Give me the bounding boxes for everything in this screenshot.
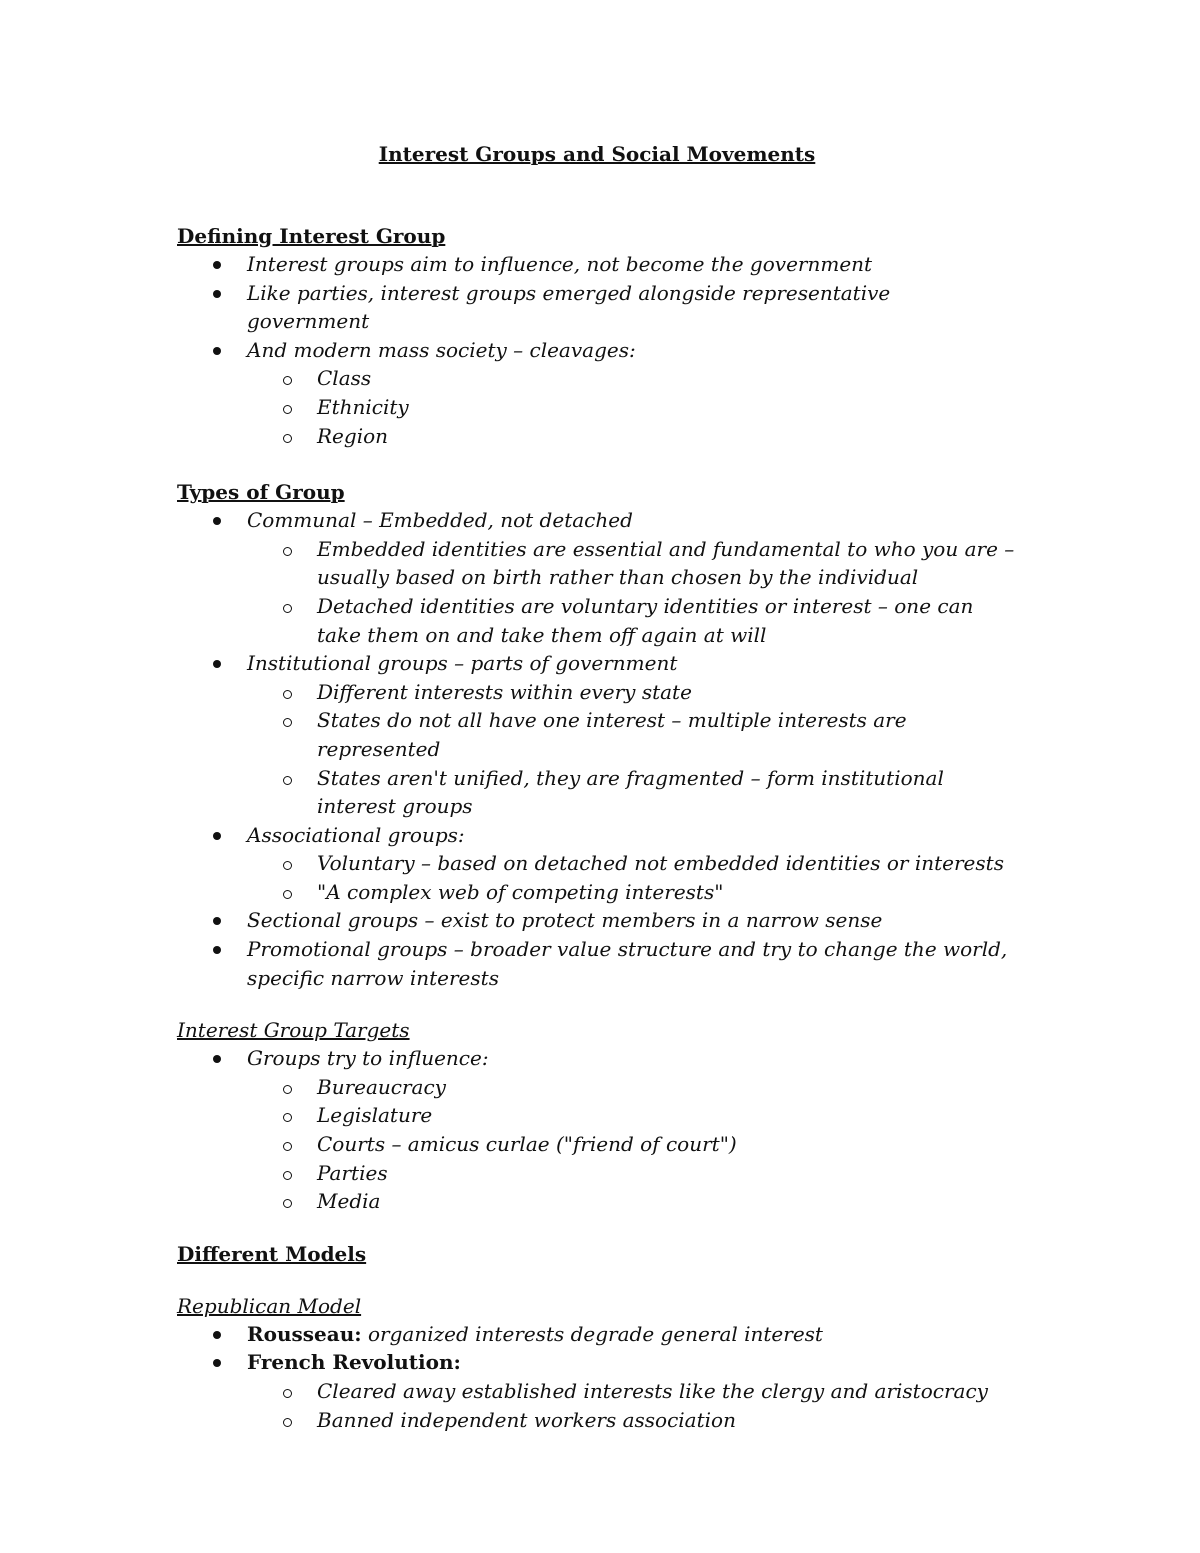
list-item: Legislature [247, 1101, 1017, 1130]
list-item: Communal – Embedded, not detached Embedded identities are essential and fundamental to who you are – usually based on birth rather than chosen by the individual Detached identities are voluntary identities or interest – one can take them on and take them off again at will [177, 506, 1017, 649]
circle-bullet-icon [283, 1142, 292, 1151]
circle-bullet-icon [283, 1418, 292, 1427]
bullet-icon [213, 946, 221, 954]
circle-bullet-icon [283, 405, 292, 414]
bullet-icon [213, 517, 221, 525]
list-item: And modern mass society – cleavages: Class Ethnicity Region [177, 336, 1017, 450]
circle-bullet-icon [283, 690, 292, 699]
heading-defining-interest-group: Defining Interest Group [177, 224, 446, 248]
types-list [177, 506, 1017, 992]
list-item: Interest groups aim to influence, not become the government [177, 250, 1017, 279]
bullet-icon [213, 1055, 221, 1063]
circle-bullet-icon [283, 1171, 292, 1180]
list-item: Ethnicity [247, 393, 1017, 422]
document-page [177, 140, 1017, 1434]
heading-types-of-group: Types of Group [177, 480, 345, 505]
bullet-icon [213, 347, 221, 355]
circle-bullet-icon [283, 1113, 292, 1122]
list-item: Voluntary – based on detached not embedded identities or interests [247, 849, 1017, 878]
list-item: Sectional groups – exist to protect members in a narrow sense [177, 906, 1017, 935]
heading-republican-model: Republican Model [177, 1293, 362, 1318]
associational-sublist [247, 849, 1017, 906]
communal-sublist [247, 535, 1017, 649]
circle-bullet-icon [283, 604, 292, 613]
list-item: Region [247, 422, 1017, 451]
list-item: Banned independent workers association [247, 1406, 1017, 1435]
circle-bullet-icon [283, 1199, 292, 1208]
targets-list [177, 1044, 1017, 1216]
circle-bullet-icon [283, 718, 292, 727]
list-item: States aren't unified, they are fragmented – form institutional interest groups [247, 764, 1017, 821]
heading-interest-group-targets: Interest Group Targets [177, 1018, 410, 1043]
bullet-icon [213, 917, 221, 925]
list-item: Rousseau: organized interests degrade general interest [177, 1320, 1017, 1349]
defining-list [177, 250, 1017, 450]
bullet-icon [213, 832, 221, 840]
cleavages-list [247, 364, 1017, 450]
list-item: Bureaucracy [247, 1073, 1017, 1102]
list-item: Groups try to influence: Bureaucracy Legislature Courts – amicus curlae ("friend of court") Parties Media [177, 1044, 1017, 1216]
circle-bullet-icon [283, 861, 292, 870]
circle-bullet-icon [283, 376, 292, 385]
bullet-icon [213, 1359, 221, 1367]
list-item: Parties [247, 1159, 1017, 1188]
circle-bullet-icon [283, 434, 292, 443]
list-item: Class [247, 364, 1017, 393]
bullet-icon [213, 1331, 221, 1339]
list-item: Detached identities are voluntary identities or interest – one can take them on and take them off again at will [247, 592, 1017, 649]
heading-different-models: Different Models [177, 1241, 367, 1266]
list-item: States do not all have one interest – multiple interests are represented [247, 706, 1017, 763]
list-item: Different interests within every state [247, 678, 1017, 707]
circle-bullet-icon [283, 890, 292, 899]
list-item: Cleared away established interests like the clergy and aristocracy [247, 1377, 1017, 1406]
list-item: Institutional groups – parts of government Different interests within every state States do not all have one interest – multiple interests are represented States aren't unified, they are fragmented – form institutional interest groups [177, 649, 1017, 821]
list-item: Media [247, 1187, 1017, 1216]
list-item: Embedded identities are essential and fundamental to who you are – usually based on birth rather than chosen by the individual [247, 535, 1017, 592]
institutional-sublist [247, 678, 1017, 821]
list-item: Associational groups: Voluntary – based on detached not embedded identities or interests "A complex web of competing interests" [177, 821, 1017, 907]
list-item: Like parties, interest groups emerged alongside representative government [177, 279, 1017, 336]
circle-bullet-icon [283, 1085, 292, 1094]
bullet-icon [213, 261, 221, 269]
bullet-icon [213, 290, 221, 298]
circle-bullet-icon [283, 547, 292, 556]
list-item: Courts – amicus curlae ("friend of court") [247, 1130, 1017, 1159]
circle-bullet-icon [283, 776, 292, 785]
document-title: Interest Groups and Social Movements [378, 142, 816, 166]
list-item: Promotional groups – broader value structure and try to change the world, specific narrow interests [177, 935, 1017, 992]
republican-list [177, 1320, 1017, 1434]
circle-bullet-icon [283, 1389, 292, 1398]
bullet-icon [213, 660, 221, 668]
french-revolution-sublist [247, 1377, 1017, 1434]
list-item: "A complex web of competing interests" [247, 878, 1017, 907]
targets-sublist [247, 1073, 1017, 1216]
list-item: French Revolution: Cleared away established interests like the clergy and aristocracy Banned independent workers association [177, 1348, 1017, 1434]
